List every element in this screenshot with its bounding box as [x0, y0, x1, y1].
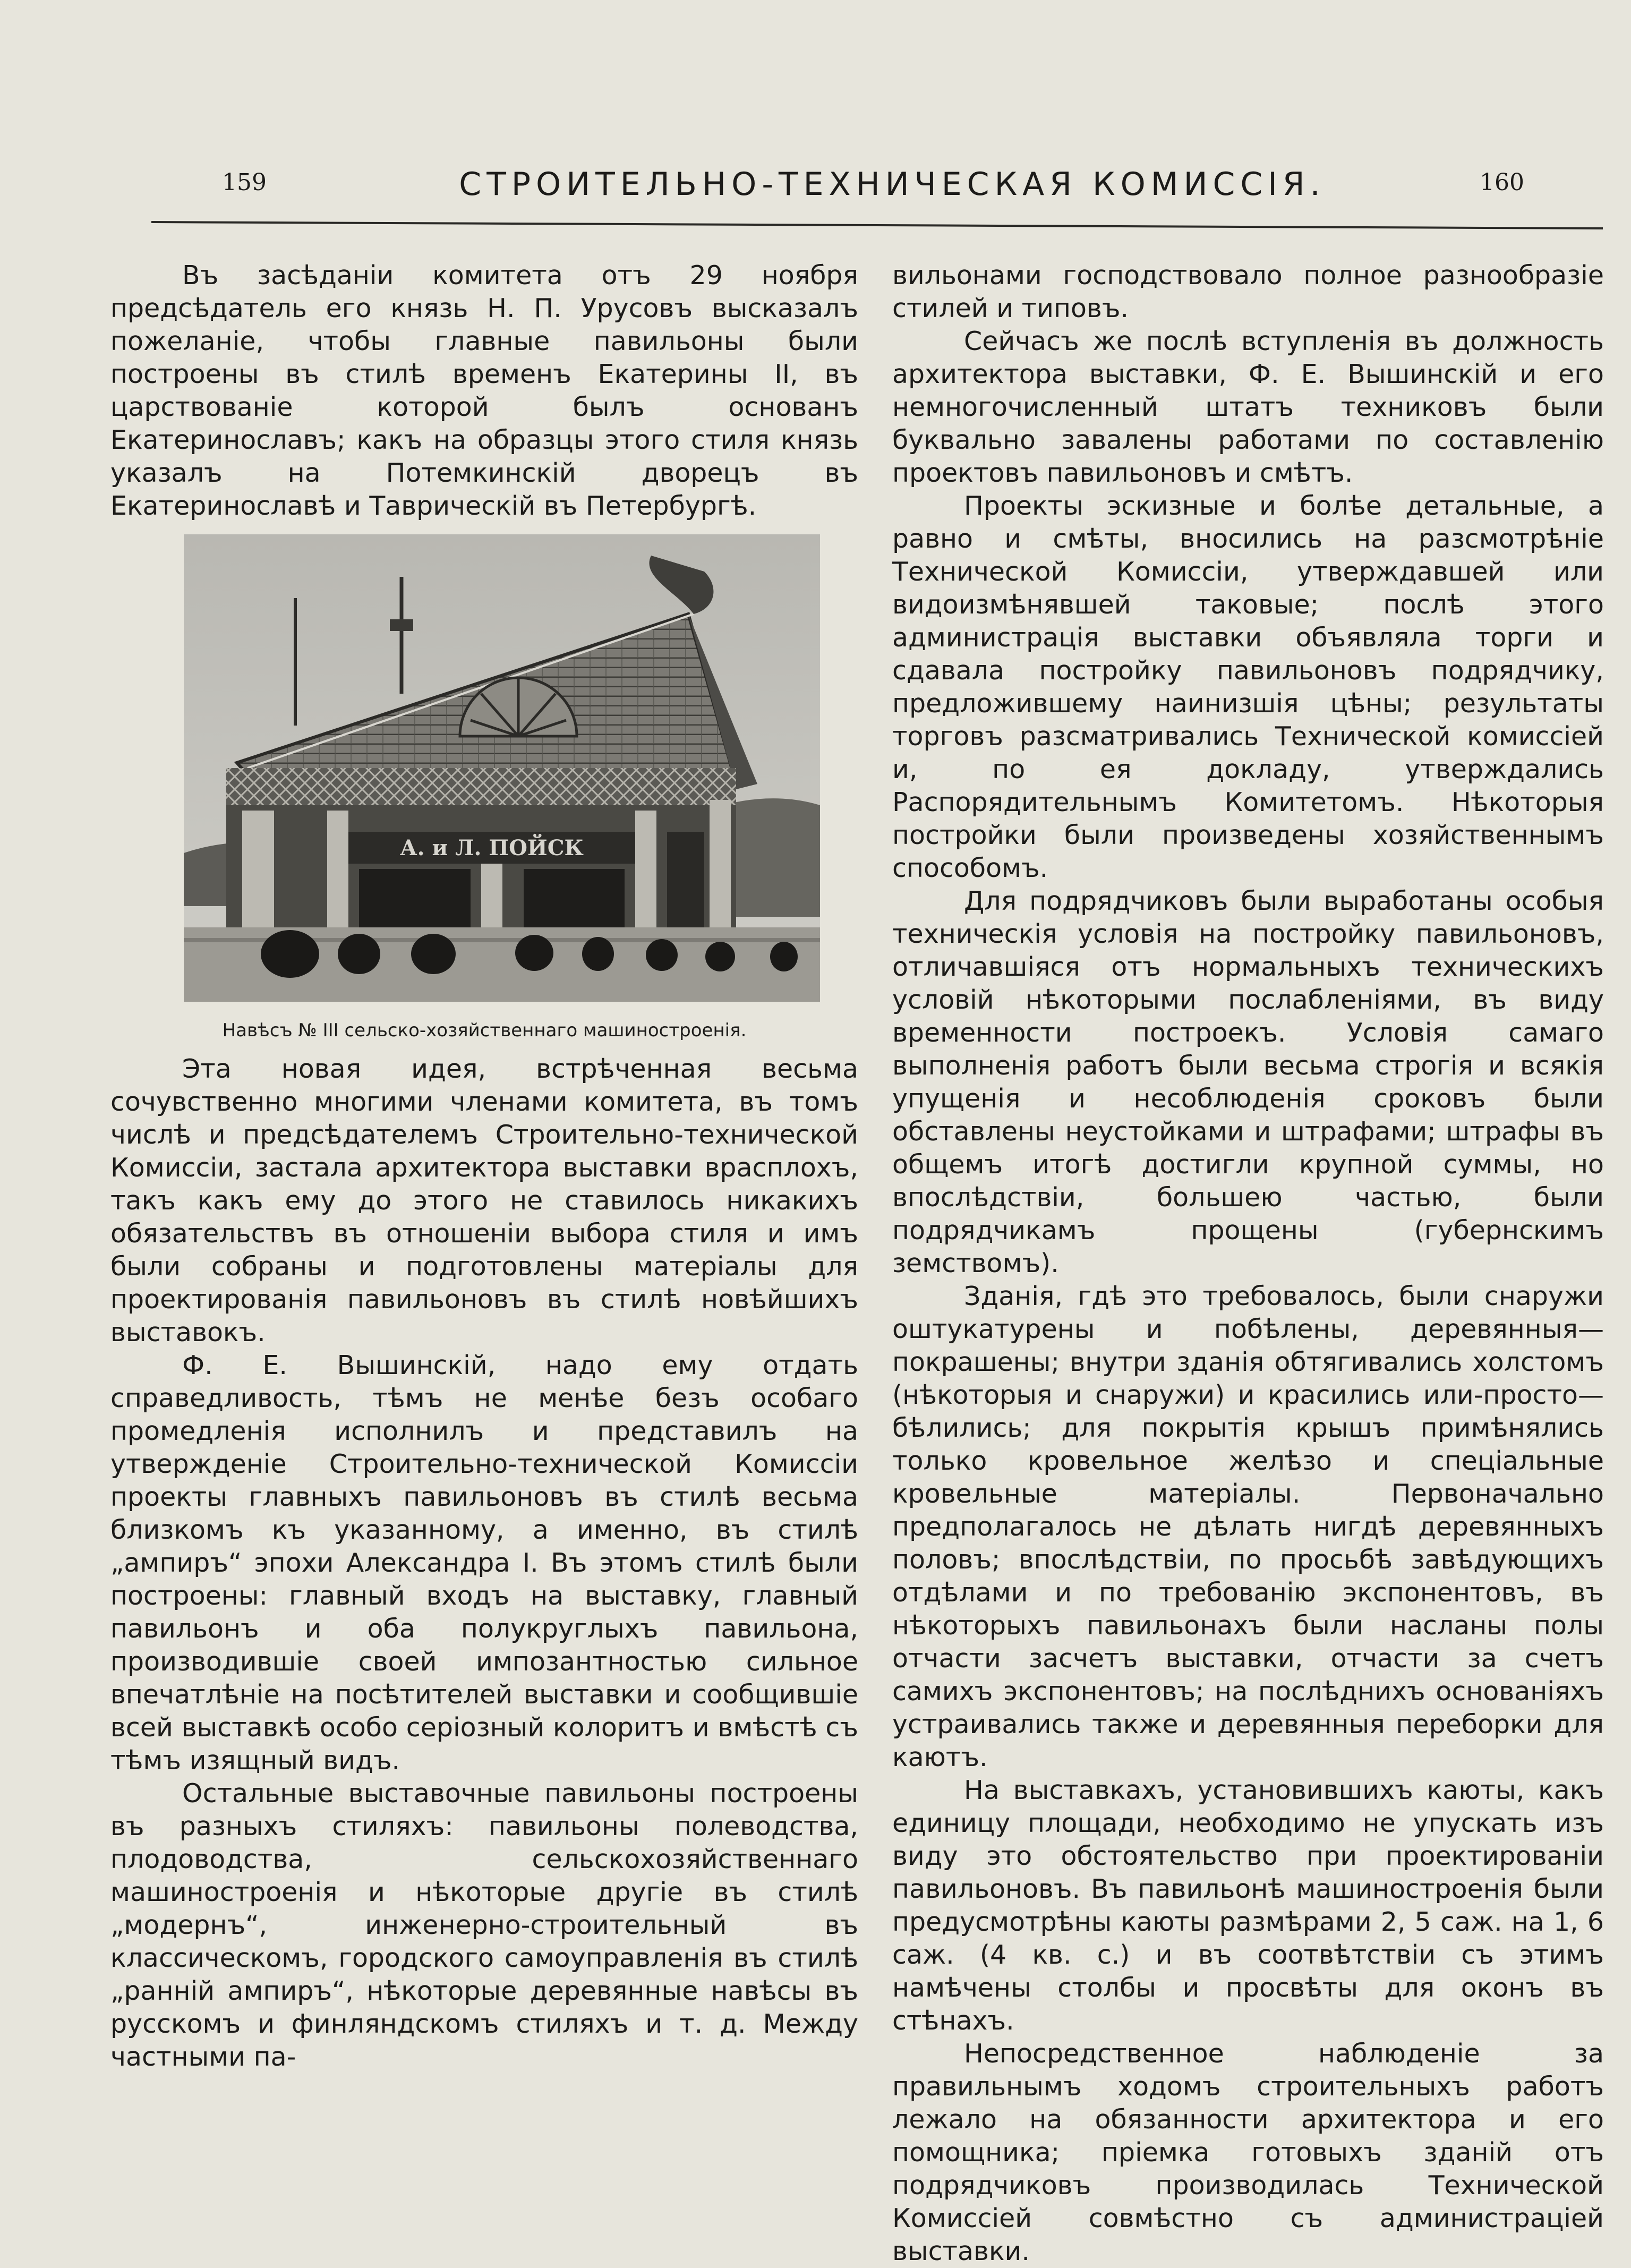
photo-shop-sign: А. и Л. ПОЙСК — [400, 835, 584, 860]
paragraph: Ф. Е. Вышинскій, надо ему отдать справедливость, тѣмъ не менѣе безъ особаго промедленія исполнилъ и представилъ на утвержденіе Строительно-технической Комиссіи проекты главныхъ павильоновъ въ стилѣ весьма близкомъ къ указанному, а именно, въ стилѣ „ампиръ“ эпохи Александра I. Въ этомъ стилѣ были построены: главный входъ на выставку, главный павильонъ и оба полукруглыхъ павильона, производившіе своей импозантностью сильное впечатлѣніе на посѣтителей выставки и сообщившіе всей выставкѣ особо серіозный колоритъ и вмѣстѣ съ тѣмъ изящный видъ. — [110, 1350, 858, 1776]
paragraph: вильонами господствовало полное разнообразіе стилей и типовъ. — [892, 260, 1604, 323]
paragraph: Въ засѣданіи комитета отъ 29 ноября предсѣдатель его князь Н. П. Урусовъ высказалъ пожеланіе, чтобы главные павильоны были построены въ стилѣ временъ Екатерины II, въ царствованіе которой былъ основанъ Екатеринославъ; какъ на образцы этого стиля князь указалъ на Потемкинскій дворецъ въ Екатеринославѣ и Таврическій въ Петербургѣ. — [110, 260, 858, 521]
paragraph: Сейчасъ же послѣ вступленія въ должность архитектора выставки, Ф. Е. Вышинскій и его немногочисленный штатъ техниковъ были буквально завалены работами по составленію проектовъ павильоновъ и смѣтъ. — [892, 326, 1604, 488]
page-number-left: 159 — [222, 169, 267, 196]
left-column — [110, 259, 858, 2074]
paragraph: Остальные выставочные павильоны построены въ разныхъ стиляхъ: павильоны полеводства, плодоводства, сельскохозяйственнаго машиностроенія и нѣкоторые другіе въ стилѣ „модернъ“, инженерно-строительный въ классическомъ, городского самоуправленія въ стилѣ „ранній ампиръ“, нѣкоторые деревянные навѣсы въ русскомъ и финляндскомъ стиляхъ и т. д. Между частными па- — [110, 1778, 858, 2072]
pavilion-photo — [184, 534, 820, 1002]
photo-caption: Навѣсъ № III сельско-хозяйственнаго машиностроенія. — [222, 1020, 747, 1041]
paragraph: На выставкахъ, установившихъ каюты, какъ единицу площади, необходимо не упускать изъ виду это обстоятельство при проектированіи павильоновъ. Въ павильонѣ машиностроенія были предусмотрѣны каюты размѣрами 2, 5 саж. на 1, 6 саж. (4 кв. с.) и въ соотвѣтствіи съ этимъ намѣчены столбы и просвѣты для оконъ въ стѣнахъ. — [892, 1775, 1604, 2036]
paragraph: Проекты эскизные и болѣе детальные, а равно и смѣты, вносились на разсмотрѣніе Технической Комиссіи, утверждавшей или видоизмѣнявшей таковые; послѣ этого администрація выставки объявляла торги и сдавала постройку павильоновъ подрядчику, предложившему наинизшія цѣны; результаты торговъ разсматривались Технической комиссіей и, по ея докладу, утверждались Распорядительнымъ Комитетомъ. Нѣкоторыя постройки были произведены хозяйственнымъ способомъ. — [892, 491, 1604, 883]
paragraph: Зданія, гдѣ это требовалось, были снаружи оштукатурены и побѣлены, деревянныя—покрашены; внутри зданія обтягивались холстомъ (нѣкоторыя и снаружи) и красились или-просто—бѣлились; для покрытія крышъ примѣнялись только кровельное желѣзо и спеціальные кровельные матеріалы. Первоначально предполагалось не дѣлать нигдѣ деревянныхъ половъ; впослѣдствіи, по просьбѣ завѣдующихъ отдѣлами и по требованію экспонентовъ, въ нѣкоторыхъ павильонахъ были насланы полы отчасти засчетъ выставки, отчасти за счетъ самихъ экспонентовъ; на послѣднихъ основаніяхъ устраивались также и деревянныя переборки для каютъ. — [892, 1281, 1604, 1772]
paragraph: Для подрядчиковъ были выработаны особыя техническія условія на постройку павильоновъ, отличавшіяся отъ нормальныхъ техническихъ условій нѣкоторыми послабленіями, въ виду временности построекъ. Условія самаго выполненія работъ были весьма строгія и всякія упущенія и несоблюденія сроковъ были обставлены неустойками и штрафами; штрафы въ общемъ итогѣ достигли крупной суммы, но впослѣдствіи, большею частью, были подрядчикамъ прощены (губернскимъ земствомъ). — [892, 886, 1604, 1278]
paragraph: Эта новая идея, встрѣченная весьма сочувственно многими членами комитета, въ томъ числѣ и предсѣдателемъ Строительно-технической Комиссіи, застала архитектора выставки врасплохъ, такъ какъ ему до этого не ставилось никакихъ обязательствъ въ отношеніи выбора стиля и имъ были собраны и подготовлены матеріалы для проектированія павильоновъ въ стилѣ новѣйшихъ выставокъ. — [110, 1054, 858, 1348]
page-number-right: 160 — [1480, 169, 1524, 196]
photo-figure — [184, 534, 821, 1002]
paragraph: Непосредственное наблюденіе за правильнымъ ходомъ строительныхъ работъ лежало на обязанности архитектора и его помощника; пріемка готовыхъ зданій отъ подрядчиковъ производилась Технической Комиссіей совмѣстно съ администраціей выставки. — [892, 2039, 1604, 2266]
running-title: СТРОИТЕЛЬНО-ТЕХНИЧЕСКАЯ КОМИССІЯ. — [459, 166, 1326, 203]
header-rule — [151, 221, 1603, 229]
right-column — [892, 259, 1604, 2268]
